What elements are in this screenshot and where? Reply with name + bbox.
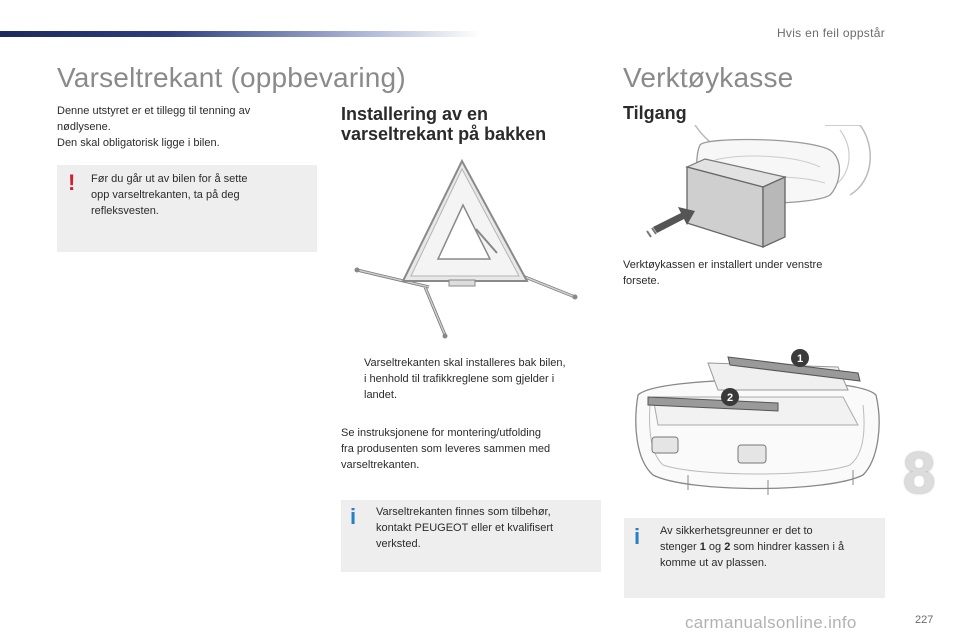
bullet-line: i henhold til trafikkreglene som gjelder i (364, 373, 555, 385)
bullet-line: landet. (364, 389, 398, 401)
warning-notice (57, 165, 317, 252)
toolbox-location-text (623, 257, 883, 289)
info-line: komme ut av plassen. (660, 557, 767, 569)
triangle-bullet-text (341, 355, 601, 403)
title-line: varseltrekant på bakken (341, 124, 547, 144)
instructions-line: Se instruksjonene for montering/utfolding (341, 427, 541, 439)
page-number: 227 (915, 614, 934, 626)
intro-line: Den skal obligatorisk ligge i bilen. (57, 137, 220, 149)
right-section-subtitle: Tilgang (623, 103, 687, 123)
toolbox-under-seat-illustration (645, 125, 885, 250)
title-line: Installering av en (341, 104, 489, 124)
info-text-span: stenger (660, 541, 700, 553)
warning-line: refleksvesten. (91, 205, 159, 217)
exclamation-icon: ! (68, 170, 76, 195)
safety-info-notice (624, 518, 885, 598)
bullet-body (364, 355, 601, 403)
info-icon: i (634, 524, 641, 549)
chapter-number: 8 (903, 441, 936, 506)
warning-line: Før du går ut av bilen for å sette (91, 173, 248, 185)
info-text-span: og (705, 541, 725, 553)
middle-section-title (341, 104, 601, 144)
accessory-info-notice (341, 500, 601, 572)
warning-triangle-illustration (345, 155, 585, 350)
info-line: Varseltrekanten finnes som tilbehør, (376, 506, 551, 518)
info-line: verksted. (376, 538, 421, 550)
info-text-span: som hindrer kassen i å (730, 541, 845, 553)
right-section-title: Verktøykasse (623, 62, 794, 93)
instructions-line: varseltrekanten. (341, 459, 420, 471)
warning-line: opp varseltrekanten, ta på deg (91, 189, 240, 201)
header-accent-bar (0, 31, 480, 37)
safety-info-text (660, 523, 880, 571)
intro-line: nødlysene. (57, 121, 111, 133)
instructions-line: fra produsenten som leveres sammen med (341, 443, 551, 455)
callout-2: 2 (726, 392, 734, 404)
chapter-title: Hvis en feil oppstår (776, 26, 885, 40)
location-line: Verktøykassen er installert under venstre (623, 259, 823, 271)
intro-line: Denne utstyret er et tillegg til tenning av (57, 105, 251, 117)
accessory-info-text (376, 504, 596, 552)
toolbox-rods-illustration (628, 345, 886, 500)
left-intro-text (57, 103, 312, 151)
manufacturer-instructions-text (341, 425, 601, 473)
rod-number-2: 2 (724, 541, 731, 553)
warning-text (91, 171, 311, 219)
info-line (660, 539, 880, 555)
info-line: kontakt PEUGEOT eller et kvalifisert (376, 522, 554, 534)
location-line: forsete. (623, 275, 660, 287)
left-section-title: Varseltrekant (oppbevaring) (57, 62, 406, 93)
bullet-line: Varseltrekanten skal installeres bak bilen, (364, 357, 566, 369)
callout-1: 1 (796, 353, 804, 365)
rod-number-1: 1 (699, 541, 706, 553)
watermark: carmanualsonline.info (685, 613, 857, 632)
info-icon: i (350, 504, 357, 529)
info-line: Av sikkerhetsgreunner er det to (660, 525, 813, 537)
